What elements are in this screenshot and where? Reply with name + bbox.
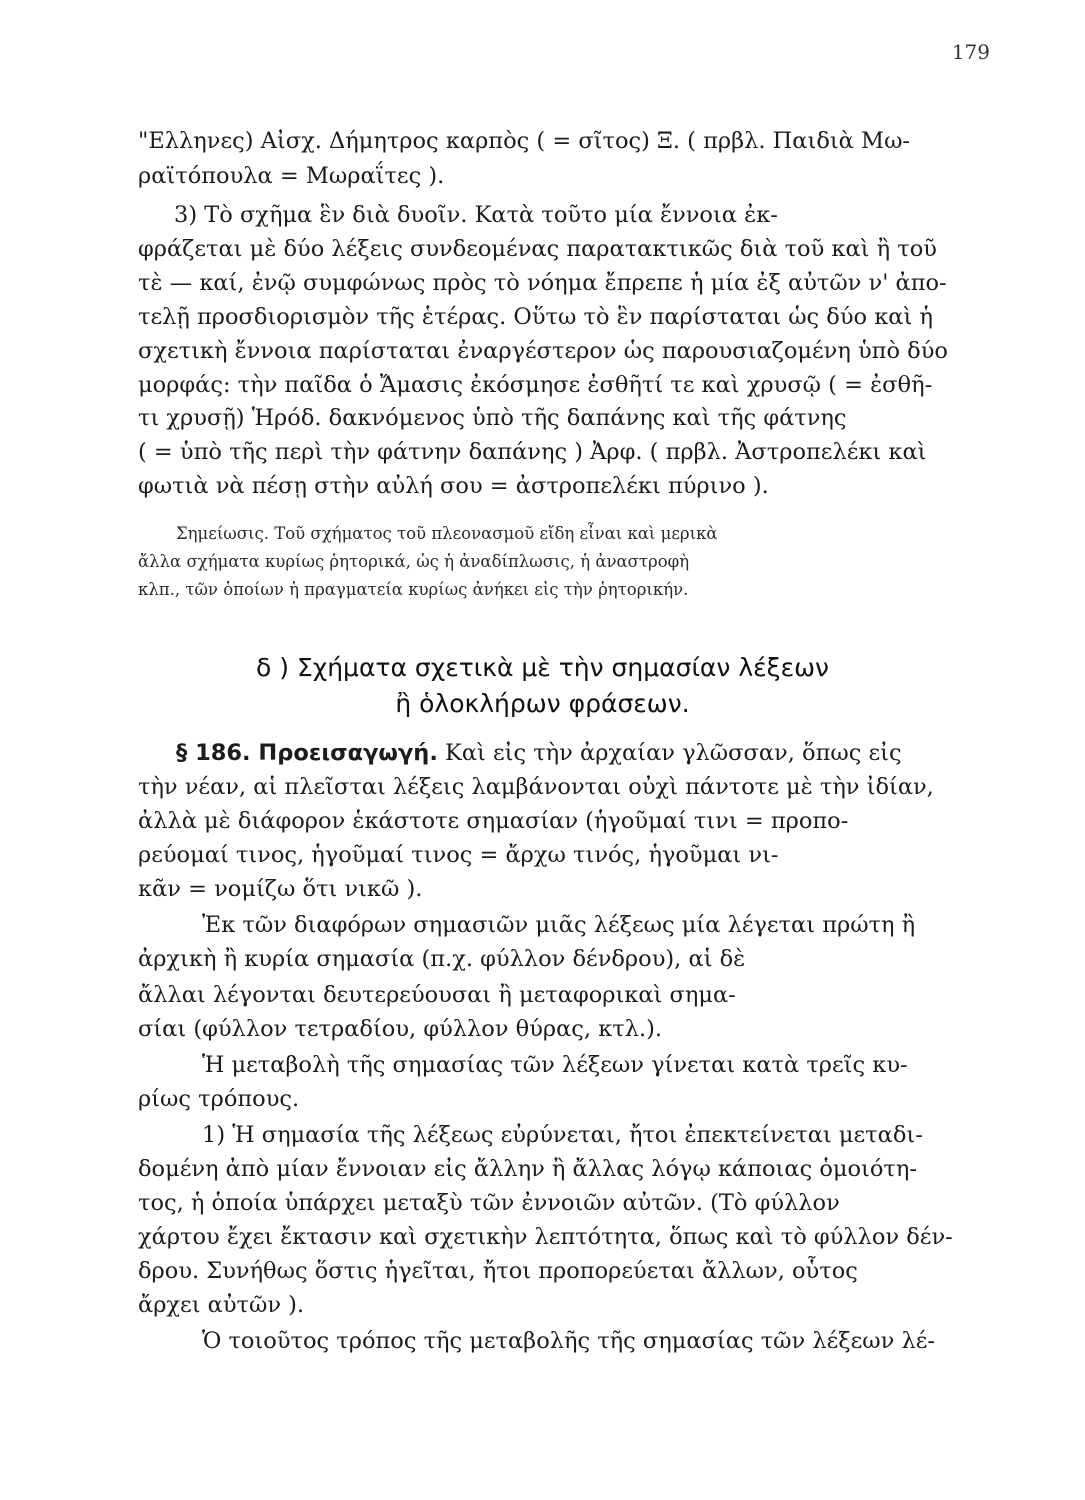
text-line: σίαι (φύλλον τετραδίου, φύλλον θύρας, κτλ.). bbox=[138, 1016, 663, 1042]
page-number: 179 bbox=[951, 40, 990, 64]
text-line: ( = ὑπὸ τῆς περὶ τὴν φάτνην δαπάνης ) Ἀρφ. ( πρβλ. Ἀστροπελέκι καὶ bbox=[138, 439, 927, 465]
text-line: ἄλλαι λέγονται δευτερεύουσαι ἢ μεταφορικαὶ σημα- bbox=[138, 982, 736, 1008]
note-line: ἄλλα σχήματα κυρίως ῥητορικά, ὡς ἡ ἀναδίπλωσις, ἡ ἀναστροφὴ bbox=[138, 552, 690, 571]
text-line: "Ελληνες) Αἰσχ. Δήμητρος καρπὸς ( = σῖτος) Ξ. ( πρβλ. Παιδιὰ Μω- bbox=[138, 128, 911, 154]
text-line: σχετικὴ ἔννοια παρίσταται ἐναργέστερον ὡς παρουσιαζομένη ὑπὸ δύο bbox=[138, 338, 948, 364]
text-line: 1) Ἡ σημασία τῆς λέξεως εὐρύνεται, ἤτοι ἐπεκτείνεται μεταδι- bbox=[202, 1122, 923, 1148]
note-line: Σημείωσις. Τοῦ σχήματος τοῦ πλεονασμοῦ εἴδη εἶναι καὶ μερικὰ bbox=[176, 524, 718, 543]
text-line: δρου. Συνήθως ὅστις ἡγεῖται, ἤτοι προπορεύεται ἄλλων, οὗτος bbox=[138, 1258, 858, 1284]
note-line: κλπ., τῶν ὁποίων ἡ πραγματεία κυρίως ἀνήκει εἰς τὴν ῥητορικήν. bbox=[138, 580, 689, 599]
text-line: ἀλλὰ μὲ διάφορον ἑκάστοτε σημασίαν (ἡγοῦμαί τινι = προπο- bbox=[138, 808, 849, 834]
text-line: ἄρχει αὐτῶν ). bbox=[138, 1292, 305, 1318]
text-line: τος, ἡ ὁποία ὑπάρχει μεταξὺ τῶν ἐννοιῶν αὐτῶν. (Τὸ φύλλον bbox=[138, 1190, 840, 1216]
section-first-line bbox=[138, 738, 974, 768]
text-line: τελῇ προσδιορισμὸν τῆς ἑτέρας. Οὕτω τὸ ἓν παρίσταται ὡς δύο καὶ ἡ bbox=[138, 304, 933, 330]
text-line: τι χρυσῇ) Ἡρόδ. δακνόμενος ὑπὸ τῆς δαπάνης καὶ τῆς φάτνης bbox=[138, 405, 847, 431]
section-first-line-text: Καὶ εἰς τὴν ἀρχαίαν γλῶσσαν, ὅπως εἰς bbox=[437, 740, 902, 766]
text-line: δομένη ἀπὸ μίαν ἔννοιαν εἰς ἄλλην ἢ ἄλλας λόγῳ κάποιας ὁμοιότη- bbox=[138, 1156, 917, 1182]
text-line: ρεύομαί τινος, ἡγοῦμαί τινος = ἄρχω τινός, ἡγοῦμαι νι- bbox=[138, 842, 779, 868]
text-line: μορφάς: τὴν παῖδα ὁ Ἄμασις ἐκόσμησε ἐσθῆτί τε καὶ χρυσῷ ( = ἐσθῆ- bbox=[138, 372, 933, 398]
text-line: τὴν νέαν, αἱ πλεῖσται λέξεις λαμβάνονται οὐχὶ πάντοτε μὲ τὴν ἰδίαν, bbox=[138, 774, 934, 800]
text-line: κᾶν = νομίζω ὅτι νικῶ ). bbox=[138, 876, 423, 902]
text-line: 3) Τὸ σχῆμα ἓν διὰ δυοῖν. Κατὰ τοῦτο μία ἔννοια ἐκ- bbox=[174, 202, 778, 228]
text-line: Ἡ μεταβολὴ τῆς σημασίας τῶν λέξεων γίνεται κατὰ τρεῖς κυ- bbox=[202, 1052, 908, 1078]
text-line: φωτιὰ νὰ πέσῃ στὴν αὐλή σου = ἀστροπελέκι πύρινο ). bbox=[138, 473, 769, 499]
text-line: χάρτου ἔχει ἔκτασιν καὶ σχετικὴν λεπτότητα, ὅπως καὶ τὸ φύλλον δέν- bbox=[138, 1224, 953, 1250]
text-line: τὲ — καί, ἐνῷ συμφώνως πρὸς τὸ νόημα ἔπρεπε ἡ μία ἐξ αὐτῶν ν' ἀπο- bbox=[138, 270, 947, 296]
text-line: ραϊτόπουλα = Μωραΐτες ). bbox=[138, 163, 445, 189]
subsection-heading: δ ) Σχήματα σχετικὰ μὲ τὴν σημασίαν λέξεων bbox=[256, 653, 829, 682]
subsection-heading-cont: ἢ ὁλοκλήρων φράσεων. bbox=[395, 689, 690, 718]
text-line: φράζεται μὲ δύο λέξεις συνδεομένας παρατακτικῶς διὰ τοῦ καὶ ἢ τοῦ bbox=[138, 236, 937, 262]
text-line: Ἐκ τῶν διαφόρων σημασιῶν μιᾶς λέξεως μία λέγεται πρώτη ἢ bbox=[202, 912, 916, 938]
section-title: § 186. Προεισαγωγή. bbox=[176, 740, 438, 766]
text-line: Ὁ τοιοῦτος τρόπος τῆς μεταβολῆς τῆς σημασίας τῶν λέξεων λέ- bbox=[202, 1328, 935, 1354]
text-line: ρίως τρόπους. bbox=[138, 1086, 300, 1112]
text-line: ἀρχικὴ ἢ κυρία σημασία (π.χ. φύλλον δένδρου), αἱ δὲ bbox=[138, 946, 746, 972]
